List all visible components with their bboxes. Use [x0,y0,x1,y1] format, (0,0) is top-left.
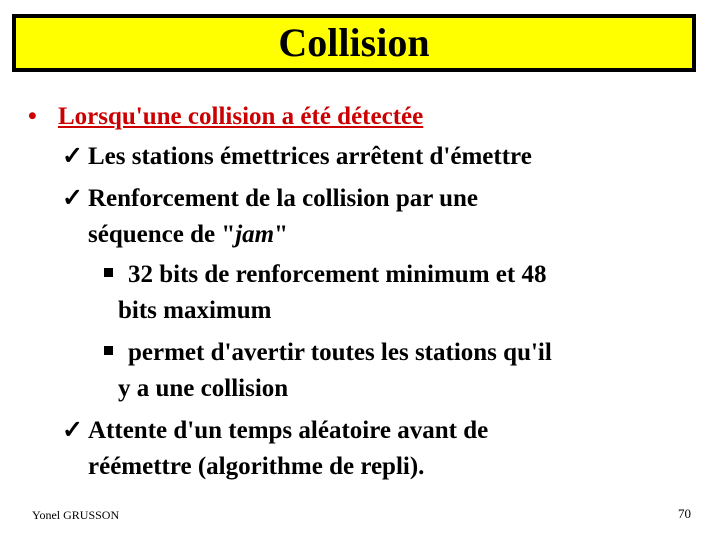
bullet-heading: Lorsqu'une collision a été détectée [58,103,424,130]
page-number: 70 [678,506,691,521]
subitem-1-line-2: bits maximum [118,297,272,324]
check-icon: ✓ [62,185,83,212]
title-box [12,14,696,72]
subitem-2-line-2: y a une collision [118,375,289,402]
bullet-dot: • [28,103,37,130]
item-2-line-2: séquence de "jam" [88,221,289,248]
footer-author: Yonel GRUSSON [32,508,120,522]
item-3-line-1: Attente d'un temps aléatoire avant de [88,417,489,444]
subitem-2-line-1: permet d'avertir toutes les stations qu'il [128,339,552,366]
item-2-line-1: Renforcement de la collision par une [88,185,479,212]
check-icon: ✓ [62,143,83,170]
square-bullet-icon [104,346,113,355]
item-1-text: Les stations émettrices arrêtent d'émettre [88,143,532,170]
slide-title: Collision [278,20,430,65]
subitem-1-line-1: 32 bits de renforcement minimum et 48 [128,261,547,288]
square-bullet-icon [104,268,113,277]
check-icon: ✓ [62,417,83,444]
item-3-line-2: réémettre (algorithme de repli). [88,453,425,480]
